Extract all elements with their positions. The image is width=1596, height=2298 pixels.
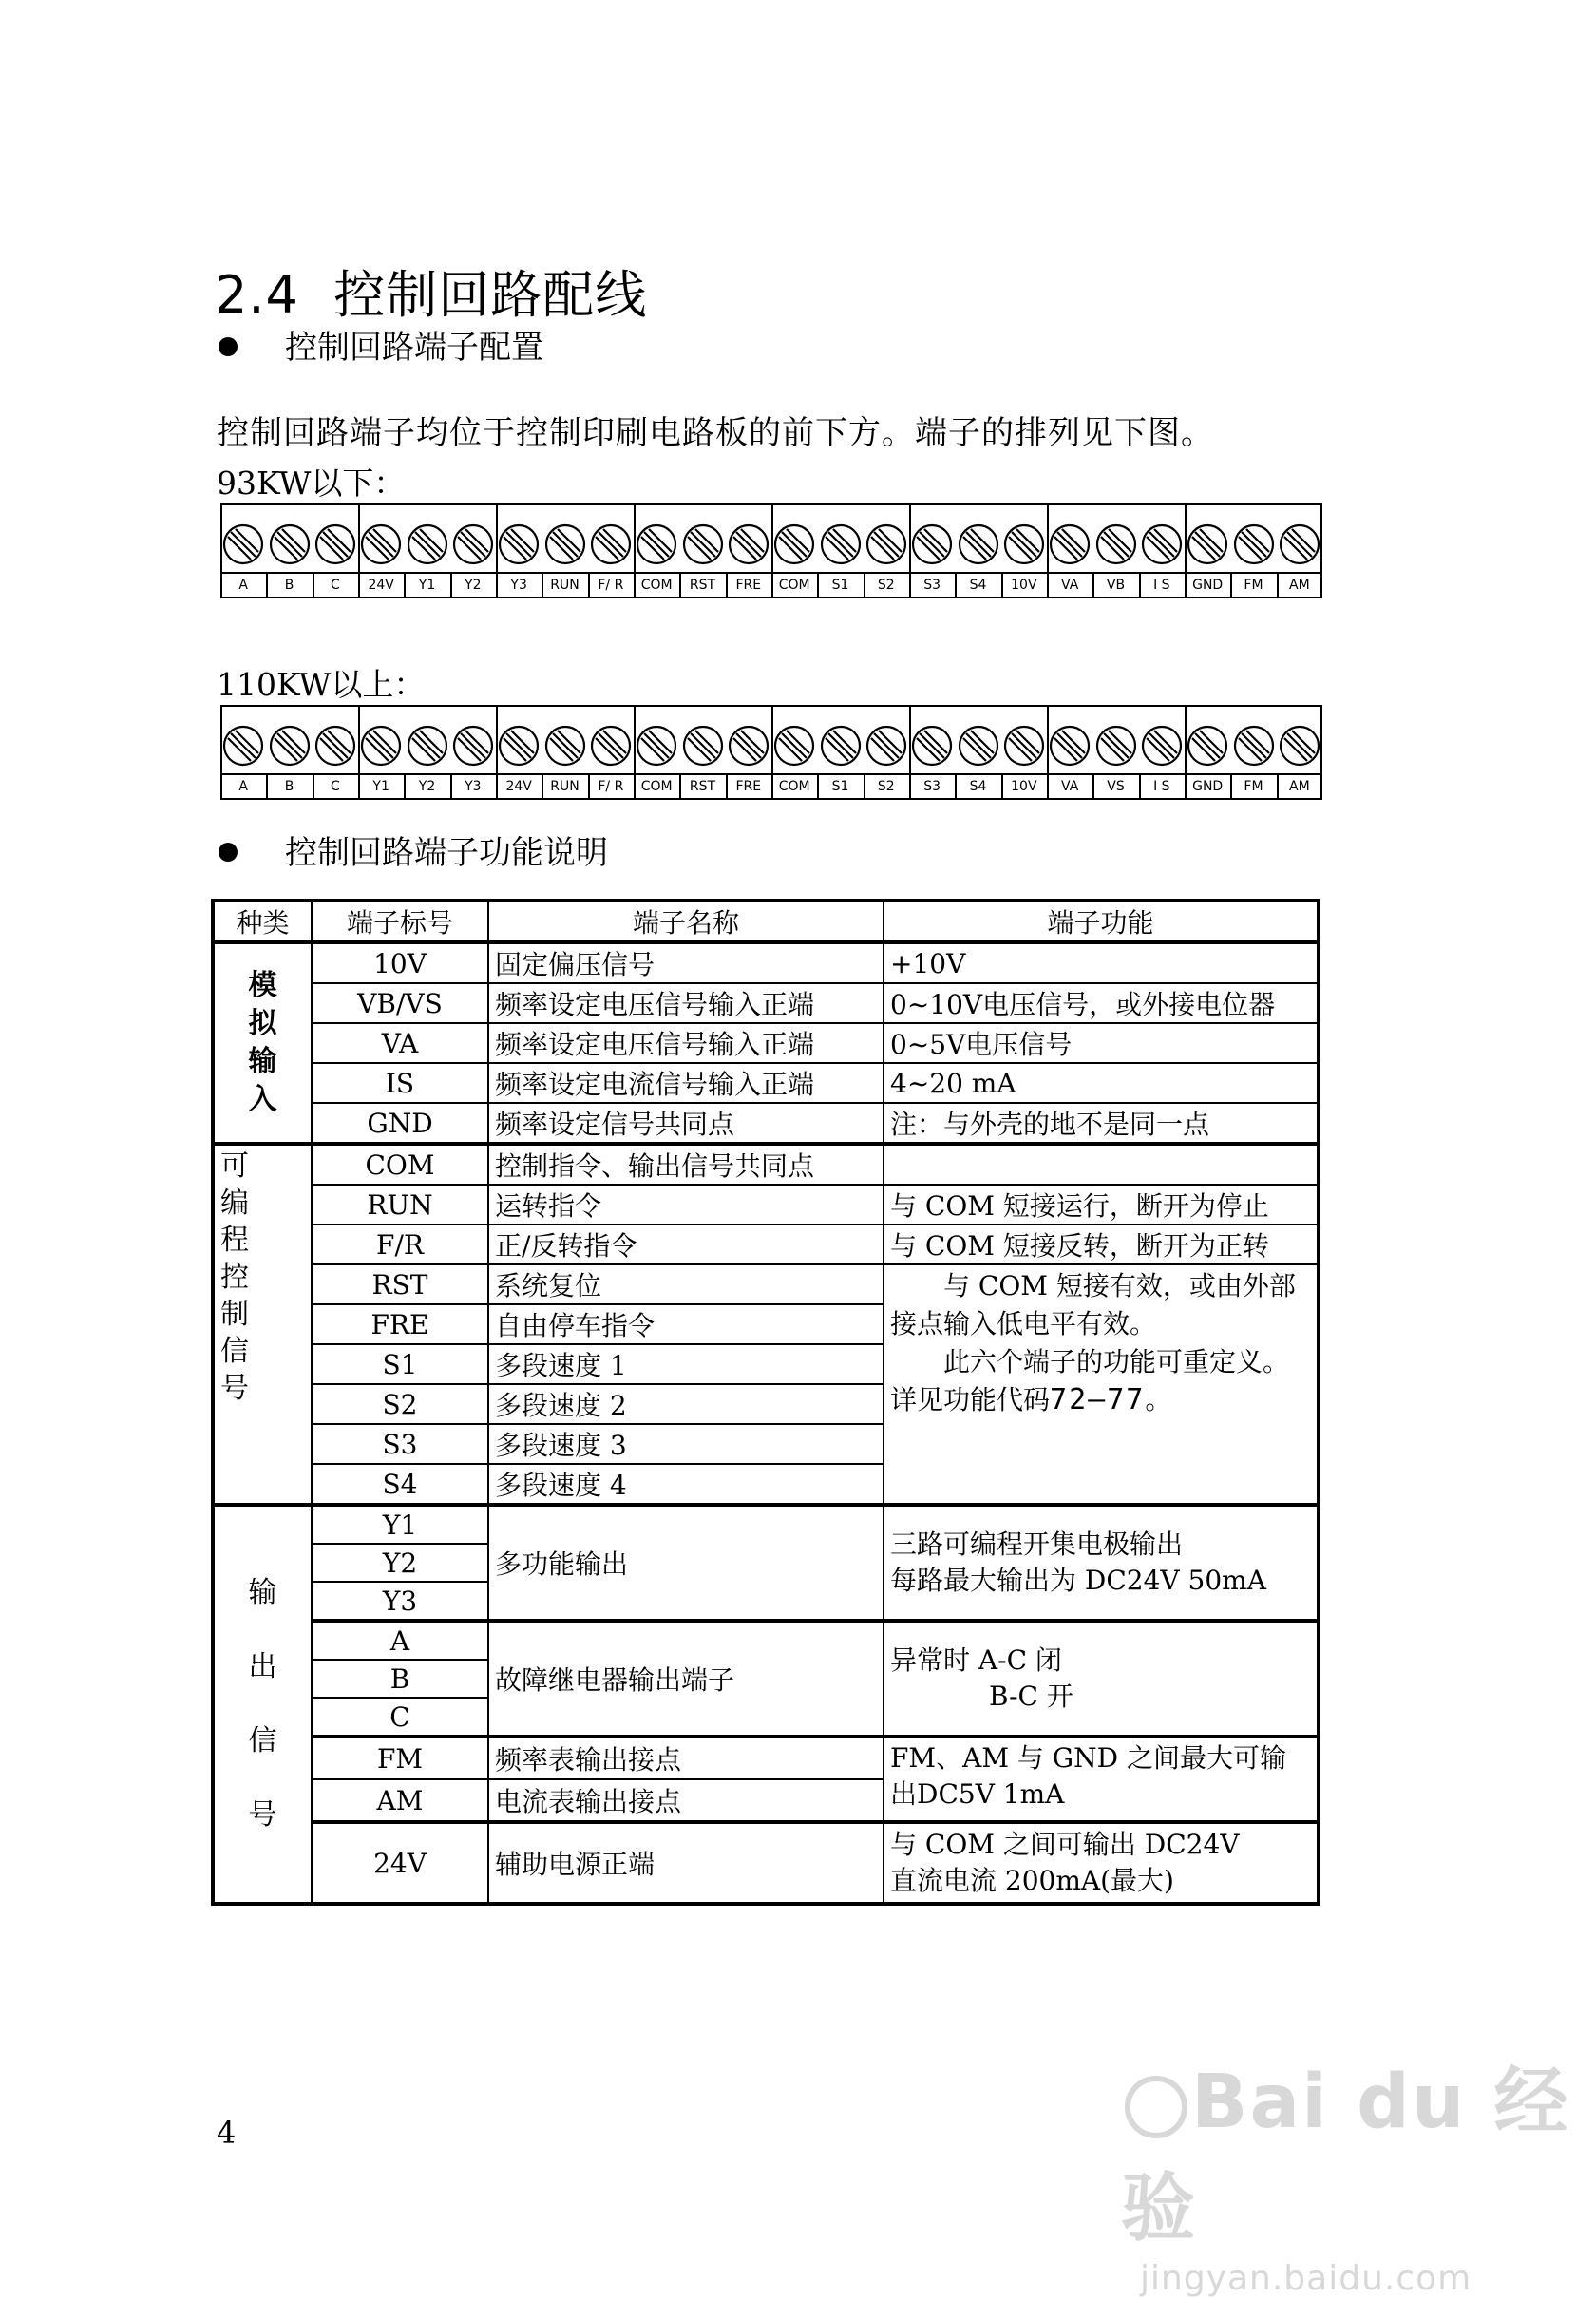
label-separator — [726, 773, 728, 800]
label-separator — [496, 773, 498, 800]
func-line: 异常时 A-C 闭 — [890, 1644, 1062, 1676]
terminal-label: A — [238, 578, 248, 593]
screw-icon — [590, 523, 632, 565]
func-multi-line2 — [890, 1343, 1311, 1419]
table-row — [213, 1621, 1319, 1660]
name-cell: 多段速度 4 — [488, 1464, 884, 1505]
screw-icon — [682, 523, 724, 565]
terminal-label: Y1 — [418, 578, 436, 593]
label-separator — [496, 572, 498, 598]
screw-icon — [728, 523, 770, 565]
category-char: 编 — [220, 1187, 249, 1220]
func-cell-multi — [884, 1264, 1319, 1505]
strip2-caption: 110KW以上： — [217, 666, 426, 703]
name-cell: 多段速度 3 — [488, 1424, 884, 1464]
label-separator — [266, 572, 268, 598]
group-separator — [634, 705, 636, 773]
category-char: 信 — [220, 1335, 249, 1368]
table-row — [213, 1822, 1319, 1904]
table-row — [213, 1505, 1319, 1544]
terminal-label: GND — [1192, 779, 1224, 794]
screw-icon — [1233, 523, 1275, 565]
terminal-label: RST — [689, 779, 716, 794]
screw-icon — [820, 725, 862, 767]
terminal-label: FRE — [735, 578, 762, 593]
label-separator — [679, 572, 681, 598]
screw-icon — [1003, 725, 1045, 767]
category-char: 号 — [220, 1372, 249, 1405]
label-separator — [1092, 572, 1094, 598]
screw-icon — [958, 523, 999, 565]
bullet-terminal-function — [218, 826, 608, 873]
group-separator — [634, 503, 636, 572]
terminal-label: Y3 — [510, 578, 527, 593]
page-number: 4 — [217, 2115, 237, 2151]
terminal-label: S2 — [877, 578, 895, 593]
category-output — [213, 1505, 312, 1904]
terminal-label: 10V — [1011, 779, 1037, 794]
screw-icon — [407, 523, 448, 565]
terminal-cell: 10V — [312, 942, 488, 983]
label-separator — [404, 572, 406, 598]
watermark-url: jingyan.baidu.com — [1140, 2259, 1472, 2298]
bullet-terminal-config — [218, 321, 543, 368]
terminal-cell: VB/VS — [312, 983, 488, 1023]
label-separator — [404, 773, 406, 800]
label-separator — [588, 572, 590, 598]
func-line: B-C 开 — [989, 1681, 1074, 1712]
category-programmable — [213, 1144, 312, 1505]
terminal-label: RUN — [550, 779, 580, 794]
terminal-cell: B — [312, 1660, 488, 1698]
func-cell — [884, 1621, 1319, 1737]
category-char: 入 — [248, 1083, 277, 1116]
category-char: 输 — [248, 1045, 277, 1078]
terminal-cell: FM — [312, 1737, 488, 1779]
group-separator — [496, 705, 498, 773]
category-char: 拟 — [248, 1007, 277, 1040]
func-multi-text: 此六个端子的功能可重定义。详见功能代码 — [890, 1346, 1290, 1415]
name-cell: 自由停车指令 — [488, 1304, 884, 1344]
terminal-strip-110kw — [220, 705, 1322, 800]
terminal-label: S3 — [923, 578, 941, 593]
label-separator — [542, 773, 543, 800]
terminal-label: VB — [1106, 578, 1126, 593]
table-row — [213, 1737, 1319, 1779]
name-cell: 多功能输出 — [488, 1505, 884, 1621]
terminal-label: FM — [1244, 779, 1264, 794]
screw-icon — [222, 523, 264, 565]
screw-icon — [1049, 523, 1091, 565]
name-cell: 辅助电源正端 — [488, 1822, 884, 1904]
label-separator — [1001, 572, 1003, 598]
group-separator — [1047, 503, 1049, 572]
bullet-dot — [218, 337, 238, 356]
screw-icon — [222, 725, 264, 767]
terminal-cell: RUN — [312, 1185, 488, 1225]
terminal-function-table — [211, 899, 1320, 1906]
label-separator — [588, 773, 590, 800]
screw-icon — [1141, 523, 1183, 565]
label-separator — [1047, 773, 1049, 800]
name-cell: 正/反转指令 — [488, 1225, 884, 1264]
screw-icon — [1187, 523, 1228, 565]
header-category: 种类 — [213, 901, 312, 942]
func-cell — [884, 1505, 1319, 1621]
table-row — [213, 1185, 1319, 1225]
terminal-cell: IS — [312, 1063, 488, 1103]
screw-icon — [1187, 725, 1228, 767]
label-separator — [542, 572, 543, 598]
name-cell: 控制指令、输出信号共同点 — [488, 1144, 884, 1185]
table-row — [213, 983, 1319, 1023]
name-cell: 固定偏压信号 — [488, 942, 884, 983]
screw-icon — [865, 725, 907, 767]
screw-icon — [728, 725, 770, 767]
label-separator — [1277, 773, 1279, 800]
group-separator — [358, 503, 360, 572]
screw-icon — [958, 725, 999, 767]
label-separator — [771, 773, 773, 800]
screw-icon — [773, 725, 815, 767]
section-title: 控制回路配线 — [333, 265, 648, 325]
name-cell: 多段速度 2 — [488, 1384, 884, 1424]
table-row — [213, 1225, 1319, 1264]
category-label — [220, 1556, 305, 1852]
screw-icon — [360, 725, 402, 767]
terminal-cell: FRE — [312, 1304, 488, 1344]
label-separator — [634, 572, 636, 598]
strip1-caption: 93KW以下： — [217, 465, 406, 502]
terminal-label: 24V — [505, 779, 532, 794]
screw-icon — [865, 523, 907, 565]
func-line: 与 COM 之间可输出 DC24V — [890, 1829, 1240, 1860]
terminal-label: VS — [1107, 779, 1125, 794]
name-cell: 频率设定电流信号输入正端 — [488, 1063, 884, 1103]
func-multi-end: 。 — [1145, 1384, 1172, 1415]
terminal-label: VA — [1061, 578, 1079, 593]
function-code: 72—77 — [1050, 1383, 1146, 1416]
terminal-label: COM — [640, 779, 673, 794]
screw-icon — [544, 523, 586, 565]
terminal-label: FM — [1244, 578, 1264, 593]
name-cell: 频率表输出接点 — [488, 1737, 884, 1779]
label-separator — [1277, 572, 1279, 598]
screw-icon — [1279, 523, 1320, 565]
table-row — [213, 1063, 1319, 1103]
terminal-label: FRE — [735, 779, 762, 794]
screw-icon — [314, 725, 356, 767]
label-separator — [266, 773, 268, 800]
category-char: 模 — [248, 969, 277, 1002]
terminal-label: A — [238, 779, 248, 794]
bullet-label: 控制回路端子配置 — [285, 329, 543, 367]
label-separator — [313, 773, 314, 800]
screw-icon — [820, 523, 862, 565]
terminal-label: S4 — [969, 578, 987, 593]
header-terminal: 端子标号 — [312, 901, 488, 942]
category-char: 出 — [248, 1650, 277, 1683]
terminal-label: S1 — [831, 578, 849, 593]
terminal-label: GND — [1192, 578, 1224, 593]
label-separator — [864, 773, 865, 800]
screw-icon — [636, 523, 677, 565]
terminal-cell: C — [312, 1698, 488, 1737]
terminal-label: COM — [640, 578, 673, 593]
func-cell: FM、AM 与 GND 之间最大可输出DC5V 1mA — [884, 1737, 1319, 1822]
terminal-label: Y2 — [418, 779, 436, 794]
func-cell: 4~20 mA — [884, 1063, 1319, 1103]
screw-icon — [1279, 725, 1320, 767]
name-cell: 多段速度 1 — [488, 1344, 884, 1384]
label-separator — [313, 572, 314, 598]
table-row — [213, 1103, 1319, 1144]
screw-icon — [1003, 523, 1045, 565]
terminal-cell: F/R — [312, 1225, 488, 1264]
screw-icon — [911, 523, 953, 565]
terminal-cell: AM — [312, 1779, 488, 1822]
screw-icon — [682, 725, 724, 767]
terminal-cell: S4 — [312, 1464, 488, 1505]
section-number: 2.4 — [215, 265, 299, 325]
label-separator — [864, 572, 865, 598]
terminal-label: AM — [1289, 779, 1310, 794]
category-char: 号 — [248, 1798, 277, 1832]
header-function: 端子功能 — [884, 901, 1319, 942]
terminal-label: Y3 — [465, 779, 482, 794]
group-separator — [909, 705, 911, 773]
screw-icon — [452, 523, 494, 565]
label-separator — [955, 773, 957, 800]
label-separator — [1092, 773, 1094, 800]
terminal-cell: A — [312, 1621, 488, 1660]
func-cell-empty — [884, 1144, 1319, 1185]
group-separator — [1185, 503, 1187, 572]
label-separator — [450, 572, 452, 598]
terminal-cell: RST — [312, 1264, 488, 1304]
func-cell — [884, 1822, 1319, 1904]
terminal-cell: VA — [312, 1023, 488, 1063]
terminal-cell: Y3 — [312, 1582, 488, 1621]
label-separator — [726, 572, 728, 598]
category-char: 可 — [220, 1149, 249, 1183]
terminal-label: 24V — [368, 578, 394, 593]
func-cell: 注：与外壳的地不是同一点 — [884, 1103, 1319, 1144]
screw-icon — [1233, 725, 1275, 767]
table-header-row — [213, 901, 1319, 942]
terminal-label: AM — [1289, 578, 1310, 593]
terminal-cell: S2 — [312, 1384, 488, 1424]
group-separator — [358, 705, 360, 773]
label-separator — [1139, 773, 1141, 800]
label-separator — [1001, 773, 1003, 800]
name-cell: 频率设定信号共同点 — [488, 1103, 884, 1144]
screw-icon — [911, 725, 953, 767]
func-line: 直流电流 200mA(最大) — [890, 1865, 1174, 1896]
label-separator — [909, 572, 911, 598]
label-separator — [679, 773, 681, 800]
screw-icon — [314, 523, 356, 565]
group-separator — [1047, 705, 1049, 773]
label-separator — [450, 773, 452, 800]
terminal-label: COM — [778, 779, 810, 794]
label-separator — [955, 572, 957, 598]
name-cell: 系统复位 — [488, 1264, 884, 1304]
label-separator — [1047, 572, 1049, 598]
category-label — [220, 1148, 305, 1407]
func-cell: 与 COM 短接运行，断开为停止 — [884, 1185, 1319, 1225]
func-line: 三路可编程开集电极输出 — [890, 1529, 1184, 1560]
screw-icon — [590, 725, 632, 767]
terminal-label: S3 — [923, 779, 941, 794]
name-cell: 故障继电器输出端子 — [488, 1621, 884, 1737]
group-separator — [1185, 705, 1187, 773]
terminal-cell: COM — [312, 1144, 488, 1185]
table-row — [213, 1023, 1319, 1063]
label-separator — [358, 773, 360, 800]
screw-icon — [498, 725, 540, 767]
category-char: 输 — [248, 1576, 277, 1609]
terminal-cell: Y1 — [312, 1505, 488, 1544]
label-separator — [1139, 572, 1141, 598]
bullet-dot — [218, 843, 238, 862]
terminal-cell: S1 — [312, 1344, 488, 1384]
terminal-label: S1 — [831, 779, 849, 794]
name-cell: 频率设定电压信号输入正端 — [488, 983, 884, 1023]
terminal-label: B — [284, 578, 294, 593]
terminal-label: C — [330, 578, 340, 593]
group-separator — [909, 503, 911, 572]
label-separator — [909, 773, 911, 800]
terminal-label: B — [284, 779, 294, 794]
group-separator — [496, 503, 498, 572]
group-separator — [771, 503, 773, 572]
header-name: 端子名称 — [488, 901, 884, 942]
terminal-label: Y1 — [372, 779, 390, 794]
name-cell: 电流表输出接点 — [488, 1779, 884, 1822]
label-separator — [358, 572, 360, 598]
screw-icon — [1095, 725, 1137, 767]
label-separator — [1230, 773, 1232, 800]
screw-icon — [544, 725, 586, 767]
terminal-cell: GND — [312, 1103, 488, 1144]
name-cell: 运转指令 — [488, 1185, 884, 1225]
paw-icon — [1125, 2076, 1188, 2138]
label-separator — [817, 572, 819, 598]
terminal-label: C — [330, 779, 340, 794]
screw-icon — [1049, 725, 1091, 767]
screw-icon — [1095, 523, 1137, 565]
table-row — [213, 1144, 1319, 1185]
terminal-label: I S — [1153, 779, 1170, 794]
screw-icon — [636, 725, 677, 767]
screw-icon — [773, 523, 815, 565]
label-separator — [1230, 572, 1232, 598]
func-cell: 0~5V电压信号 — [884, 1023, 1319, 1063]
category-char: 制 — [220, 1298, 249, 1331]
func-cell: 0~10V电压信号，或外接电位器 — [884, 983, 1319, 1023]
screw-icon — [360, 523, 402, 565]
func-cell: 与 COM 短接反转，断开为正转 — [884, 1225, 1319, 1264]
terminal-label: VA — [1061, 779, 1079, 794]
terminal-label: S4 — [969, 779, 987, 794]
category-label — [220, 967, 305, 1119]
func-line: 每路最大输出为 DC24V 50mA — [890, 1565, 1266, 1596]
category-char: 控 — [220, 1261, 249, 1294]
func-cell: +10V — [884, 942, 1319, 983]
terminal-cell: S3 — [312, 1424, 488, 1464]
label-separator — [771, 572, 773, 598]
bullet-label: 控制回路端子功能说明 — [285, 834, 608, 872]
screw-icon — [269, 523, 311, 565]
terminal-label: COM — [778, 578, 810, 593]
screw-icon — [498, 523, 540, 565]
terminal-label: 10V — [1011, 578, 1037, 593]
table-row — [213, 1264, 1319, 1304]
watermark-brand — [1121, 2042, 1596, 2255]
watermark — [1121, 2042, 1596, 2298]
screw-icon — [407, 725, 448, 767]
table-row — [213, 942, 1319, 983]
category-char: 信 — [248, 1724, 277, 1757]
label-separator — [1185, 572, 1187, 598]
section-heading — [215, 255, 647, 328]
func-multi-line1: 与 COM 短接有效，或由外部接点输入低电平有效。 — [890, 1270, 1296, 1339]
terminal-cell: 24V — [312, 1822, 488, 1904]
terminal-cell: Y2 — [312, 1544, 488, 1582]
category-analog — [213, 942, 312, 1144]
terminal-label: F/ R — [598, 779, 624, 794]
terminal-strip-93kw — [220, 503, 1322, 598]
label-separator — [634, 773, 636, 800]
intro-paragraph: 控制回路端子均位于控制印刷电路板的前下方。端子的排列见下图。 — [217, 414, 1214, 452]
terminal-label: I S — [1153, 578, 1170, 593]
terminal-label: RST — [689, 578, 716, 593]
label-separator — [817, 773, 819, 800]
terminal-label: Y2 — [465, 578, 482, 593]
terminal-label: F/ R — [598, 578, 624, 593]
screw-icon — [1141, 725, 1183, 767]
group-separator — [771, 705, 773, 773]
terminal-label: S2 — [877, 779, 895, 794]
name-cell: 频率设定电压信号输入正端 — [488, 1023, 884, 1063]
watermark-brand-text: Bai du 经验 — [1121, 2060, 1570, 2251]
screw-icon — [452, 725, 494, 767]
screw-icon — [269, 725, 311, 767]
label-separator — [1185, 773, 1187, 800]
category-char: 程 — [220, 1224, 249, 1257]
terminal-label: RUN — [550, 578, 580, 593]
